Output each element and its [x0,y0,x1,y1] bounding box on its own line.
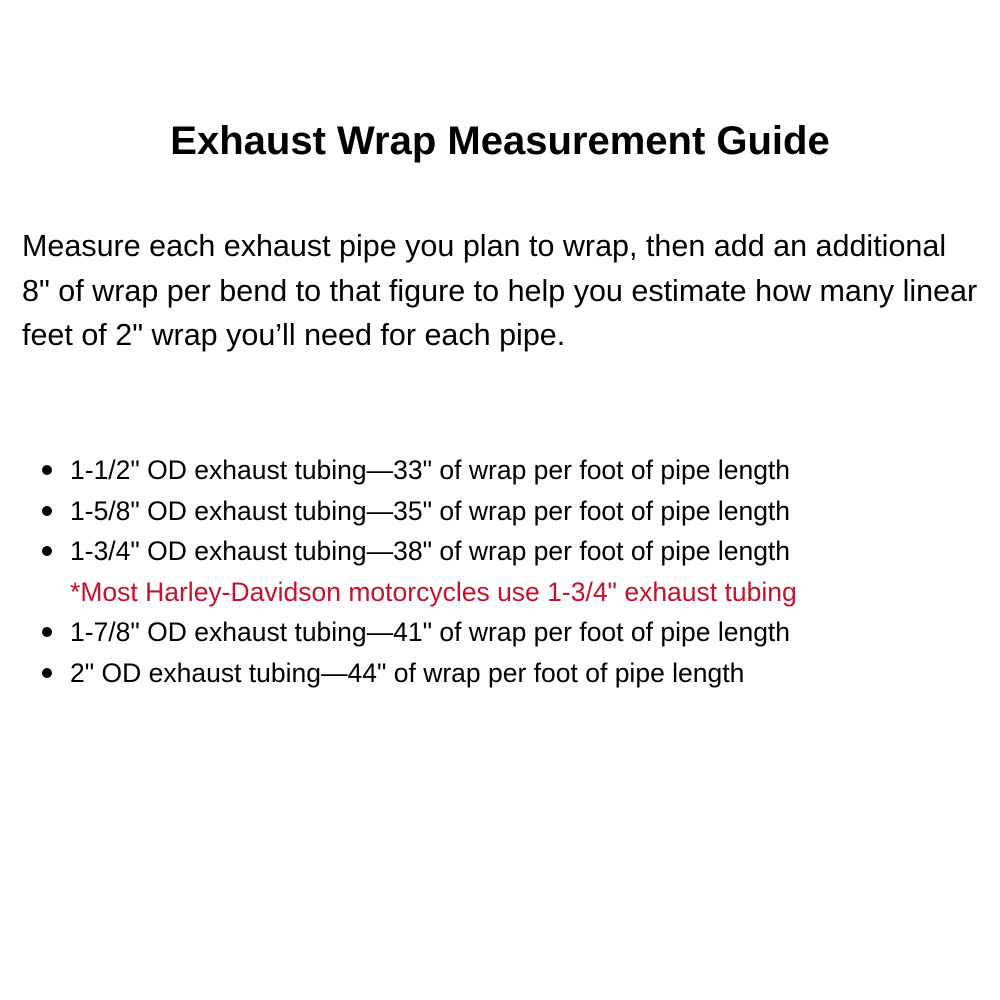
list-item-text: 1-3/4" OD exhaust tubing—38" of wrap per foot of pipe length [70,536,791,566]
bullet-icon [42,546,52,556]
bullet-icon [42,465,52,475]
list-item-text: 2" OD exhaust tubing—44" of wrap per foot of pipe length [70,657,745,688]
tubing-size-list [0,450,1000,693]
list-item [0,531,1000,572]
note-text: *Most Harley-Davidson motorcycles use 1-3/4" exhaust tubing [70,576,797,607]
list-item-text: 1-7/8" OD exhaust tubing—41" of wrap per foot of pipe length [70,617,791,647]
list-item-text: 1-5/8" OD exhaust tubing—35" of wrap per foot of pipe length [70,495,791,526]
list-item [0,653,1000,694]
list-item [0,491,1000,532]
intro-paragraph: Measure each exhaust pipe you plan to wrap, then add an additional 8" of wrap per bend to that figure to help you estimate how many linear feet of 2" wrap you’ll need for each pipe. [22,229,978,352]
list-item [0,612,1000,653]
page-title: Exhaust Wrap Measurement Guide [170,119,830,163]
harley-davidson-note [0,572,1000,613]
bullet-icon [42,668,52,678]
bullet-icon [42,506,52,516]
bullet-icon [42,627,52,637]
list-item [0,450,1000,491]
list-item-text: 1-1/2" OD exhaust tubing—33" of wrap per foot of pipe length [70,455,791,485]
